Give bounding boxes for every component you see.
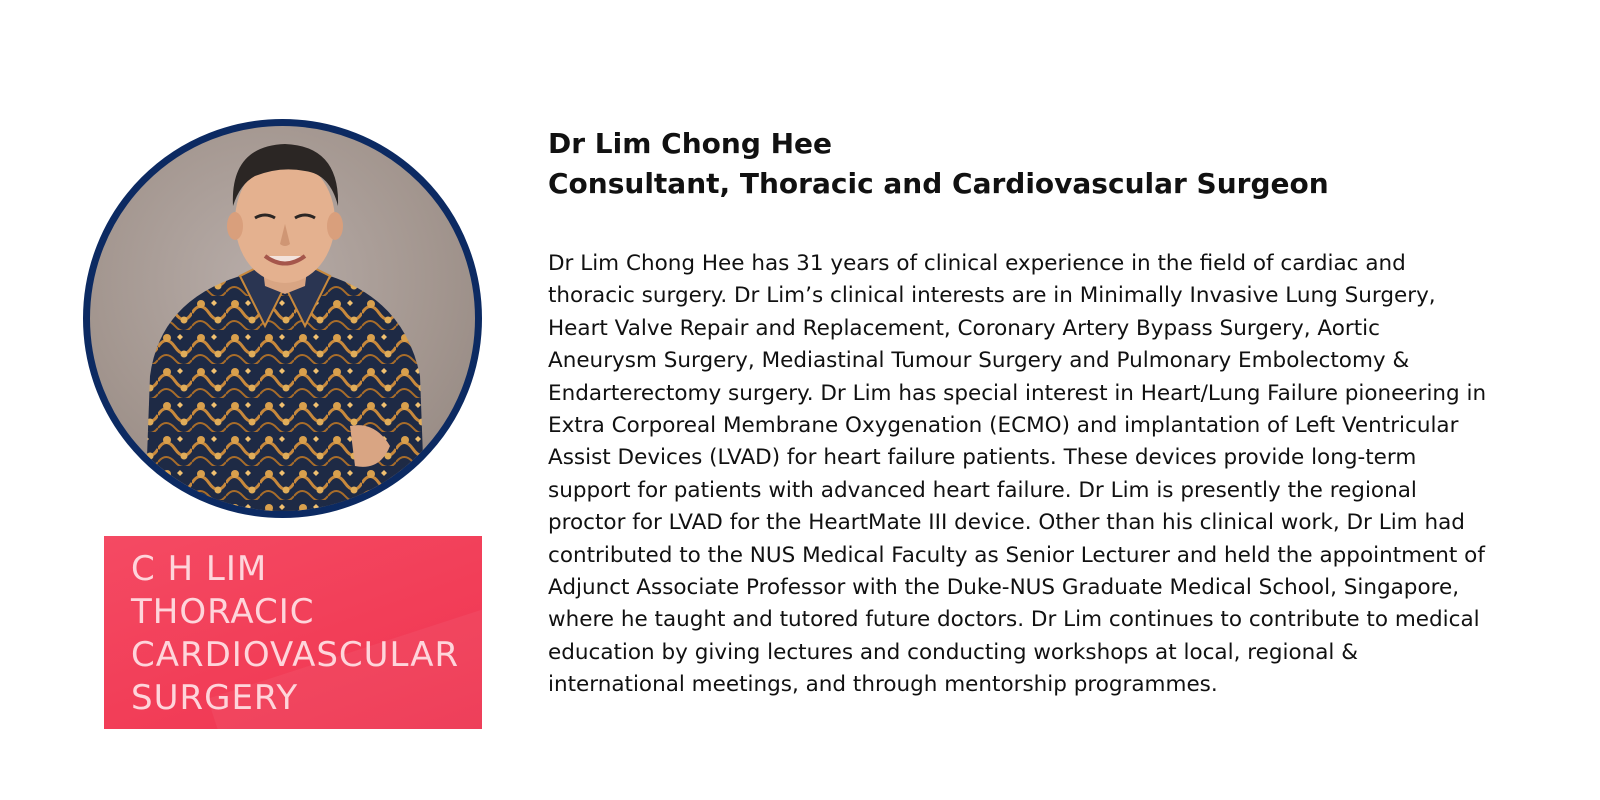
doctor-bio: Dr Lim Chong Hee has 31 years of clinical experience in the field of cardiac and thoracic surgery. Dr Lim’s clinical interests are in Minimally Invasive Lung Surgery, Heart Valve Repair and Replacement, Coronary Artery Bypass Surgery, Aortic Aneurysm Surgery, Mediastinal Tumour Surgery and Pulmonary Embolectomy & Endarterectomy surgery. Dr Lim has special interest in Heart/Lung Failure pioneering in Extra Corporeal Membrane Oxygenation (ECMO) and implantation of Left Ventricular Assist Devices (LVAD) for heart failure patients. These devices provide long-term support for patients with advanced heart failure. Dr Lim is presently the regional proctor for LVAD for the HeartMate III device. Other than his clinical work, Dr Lim had contributed to the NUS Medical Faculty as Senior Lecturer and held the appointment of Adjunct Associate Professor with the Duke-NUS Graduate Medical School, Singapore, where he taught and tutored future doctors. Dr Lim continues to contribute to medical education by giving lectures and conducting workshops at local, regional & international meetings, and through mentorship programmes. bbox=[548, 251, 1487, 698]
logo-line-cardiovascular: CARDIOVASCULAR bbox=[131, 635, 460, 675]
logo-line-thoracic: THORACIC bbox=[131, 592, 315, 632]
logo-line-initials: C H LIM bbox=[131, 549, 268, 589]
doctor-portrait bbox=[83, 119, 482, 518]
practice-logo bbox=[104, 536, 482, 729]
logo-text bbox=[131, 548, 459, 720]
logo-line-surgery: SURGERY bbox=[131, 678, 299, 718]
doctor-role: Consultant, Thoracic and Cardiovascular Surgeon bbox=[548, 167, 1329, 200]
portrait-illustration bbox=[90, 126, 475, 511]
profile-info bbox=[548, 124, 1508, 702]
doctor-name: Dr Lim Chong Hee bbox=[548, 127, 833, 160]
